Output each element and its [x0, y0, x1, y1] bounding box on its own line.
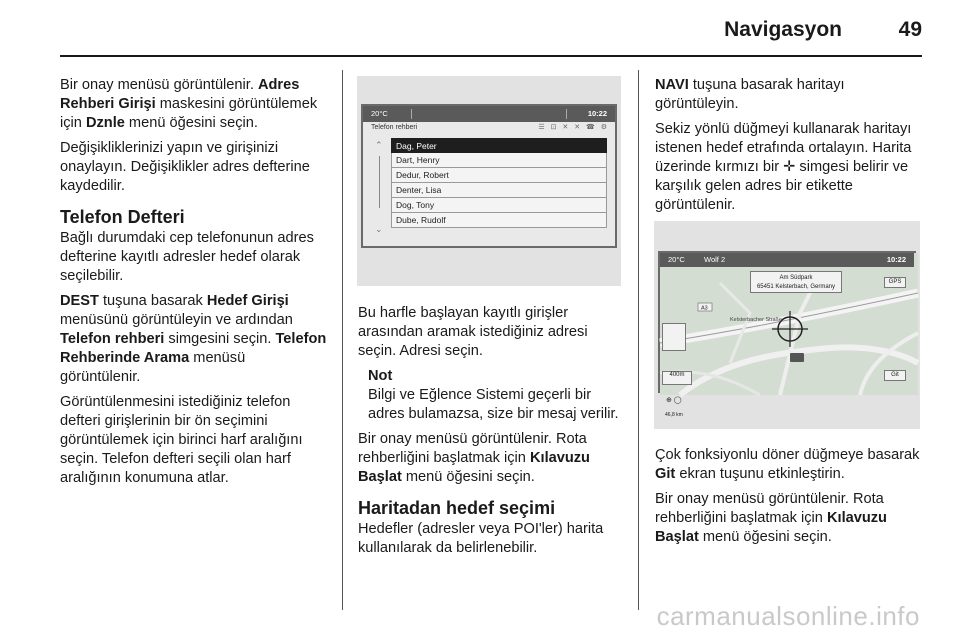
clock: 10:22	[886, 255, 906, 264]
note-block	[358, 367, 624, 424]
go-button[interactable]: Git	[884, 370, 906, 381]
col1-paragraph-1: Bir onay menüsü görüntülenir. Adres Rehberi Girişi maskesini görüntülemek için Dznle menü öğesini seçin.	[60, 77, 318, 131]
contact-list	[391, 138, 607, 228]
map-status-bar	[660, 253, 914, 267]
note-text: Bilgi ve Eğlence Sistemi geçerli bir adres bulamazsa, size bir mesaj verilir.	[368, 387, 619, 422]
page-header	[0, 0, 960, 56]
column-divider-2	[638, 70, 639, 610]
phonebook-screenshot	[357, 76, 621, 286]
page-title: Navigasyon	[724, 18, 842, 41]
status-bar	[363, 106, 615, 122]
temperature: 20°C	[668, 255, 685, 264]
address-label: Am Südpark 65451 Kelsterbach, Germany	[750, 271, 842, 293]
column-1	[60, 76, 328, 494]
list-item[interactable]: Dog, Tony	[391, 198, 607, 213]
list-item[interactable]: Dart, Henry	[391, 153, 607, 168]
section-heading-phonebook: Telefon Defteri	[60, 207, 185, 227]
col2-paragraph-1: Bu harfle başlayan kayıtlı girişler arasından aramak istediğiniz adresi seçin. Adresi seçin.	[358, 305, 588, 359]
col2-paragraph-2: Bir onay menüsü görüntülenir. Rota rehberliğini başlatmak için Kılavuzu Başlat menü öğesini seçin.	[358, 431, 590, 485]
scroll-down-icon[interactable]: ⌄	[375, 224, 383, 234]
col3-paragraph-2: Sekiz yönlü düğmeyi kullanarak haritayı istenen hedef etrafında ortalayın. Harita üzerinde kırmızı bir ✛ simgesi belirir ve karşılık gelen adres bir etikette görüntülenir.	[655, 121, 912, 213]
column-3-top	[655, 76, 925, 221]
col1-paragraph-5: Görüntülenmesini istediğiniz telefon defteri girişlerinin bir ön seçimini görüntülemek için birinci harf aralığını seçin. Telefon defteri seçili olan harf aralığının konumuna atlar.	[60, 394, 303, 486]
list-item[interactable]: Dedur, Robert	[391, 168, 607, 183]
note-title: Not	[368, 368, 393, 384]
scroll-up-icon[interactable]: ⌃	[375, 140, 383, 150]
scroll-track[interactable]	[379, 156, 380, 208]
map-road-badge: A3	[701, 305, 708, 312]
col1-paragraph-3: Bağlı durumdaki cep telefonunun adres defterine kayıtlı adresler hedef olarak seçilebilir.	[60, 230, 314, 284]
current-street: Wolf 2	[704, 255, 726, 264]
col3-paragraph-1: NAVI tuşuna basarak haritayı görüntüleyin.	[655, 77, 845, 112]
map-scale: 400m	[662, 371, 692, 385]
gps-button[interactable]: GPS	[884, 277, 906, 288]
compass-icon: ⊕ ◯	[666, 397, 682, 404]
clock: 10:22	[587, 109, 607, 118]
col1-paragraph-4: DEST tuşuna basarak Hedef Girişi menüsünü görüntüleyin ve ardından Telefon rehberi simgesini seçin. Telefon Rehberinde Arama menüsü görüntülenir.	[60, 293, 327, 385]
map-display	[658, 251, 916, 418]
col1-paragraph-2: Değişikliklerinizi yapın ve girişinizi onaylayın. Değişiklikler adres defterine kaydedilir.	[60, 140, 310, 194]
section-heading-map: Haritadan hedef seçimi	[358, 498, 556, 518]
phonebook-title: Telefon rehberi	[371, 124, 418, 131]
list-item[interactable]: Dube, Rudolf	[391, 213, 607, 228]
column-3-bottom	[655, 446, 930, 553]
list-item[interactable]: Dag, Peter	[391, 138, 607, 153]
column-2	[358, 304, 624, 564]
col2-paragraph-3: Hedefler (adresler veya POI'ler) harita kullanılarak da belirlenebilir.	[358, 521, 604, 556]
map-road-label: Kelsterbacher Straße	[730, 317, 782, 323]
watermark: carmanualsonline.info	[656, 601, 920, 631]
col3-paragraph-4: Bir onay menüsü görüntülenir. Rota rehberliğini başlatmak için Kılavuzu Başlat menü öğesini seçin.	[655, 491, 887, 545]
distance-readout: 46,8 km	[665, 412, 683, 418]
col3-paragraph-3: Çok fonksiyonlu döner düğmeye basarak Git ekran tuşunu etkinleştirin.	[655, 447, 920, 482]
column-divider-1	[342, 70, 343, 610]
header-rule	[60, 55, 922, 57]
status-icons: ☰ ⊡ ✕ ✕ ☎ ⚙	[538, 124, 609, 131]
page-number: 49	[898, 18, 922, 41]
map-screenshot	[654, 221, 920, 429]
list-item[interactable]: Denter, Lisa	[391, 183, 607, 198]
temperature: 20°C	[371, 109, 388, 118]
phonebook-display	[361, 104, 617, 248]
